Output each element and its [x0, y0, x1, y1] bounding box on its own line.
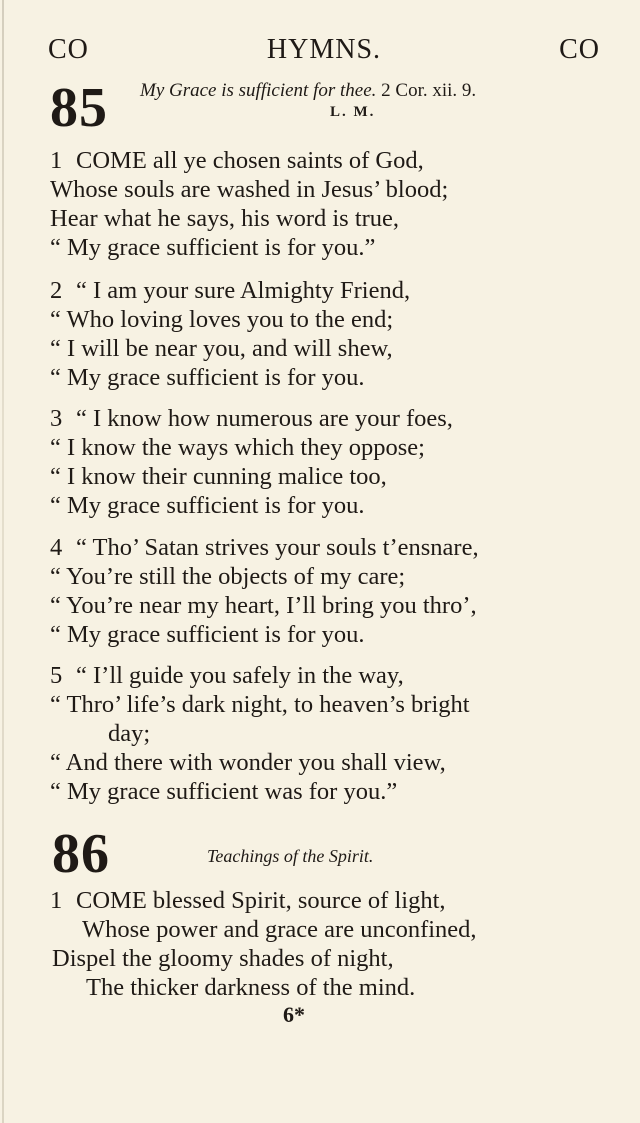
verse-line — [50, 533, 479, 562]
verse-line: Hear what he says, his word is true, — [50, 205, 400, 232]
verse-line: “ I will be near you, and will shew, — [50, 335, 393, 362]
verse-number: 2 — [50, 277, 63, 304]
verse-number: 5 — [50, 662, 63, 689]
line-text: COME blessed Spirit, source of light, — [76, 887, 446, 914]
hymn-meter: L. M. — [330, 104, 376, 120]
verse-number: 4 — [50, 534, 63, 561]
verse-line — [50, 404, 453, 433]
verse-line — [50, 276, 410, 305]
verse-line: “ My grace sufficient is for you. — [50, 364, 365, 391]
verse-line — [50, 886, 446, 915]
verse-line: “ Thro’ life’s dark night, to heaven’s bright — [50, 691, 470, 718]
verse-number: 1 — [50, 887, 63, 914]
hymn-number-85: 85 — [50, 77, 108, 139]
header-left: CO — [48, 34, 89, 65]
verse-number: 3 — [50, 405, 63, 432]
verse-line: Whose souls are washed in Jesus’ blood; — [50, 176, 449, 203]
verse-line — [50, 661, 404, 690]
verse-line: “ You’re near my heart, I’ll bring you thro’, — [50, 592, 477, 619]
scripture-reference: 2 Cor. xii. 9. — [381, 80, 477, 101]
verse-line: “ And there with wonder you shall view, — [50, 749, 446, 776]
running-header — [48, 34, 600, 70]
hymn-number-86: 86 — [52, 823, 110, 885]
verse-line: “ My grace sufficient is for you. — [50, 492, 365, 519]
verse-line: “ My grace sufficient is for you.” — [50, 234, 376, 261]
verse-line: “ My grace sufficient is for you. — [50, 621, 365, 648]
verse-line: “ I know the ways which they oppose; — [50, 434, 425, 461]
verse-line: “ You’re still the objects of my care; — [50, 563, 406, 590]
header-title: HYMNS. — [266, 34, 382, 65]
verse-line — [50, 146, 424, 175]
page-edge — [2, 0, 4, 1123]
signature-mark: 6* — [283, 1002, 305, 1027]
verse-line: Dispel the gloomy shades of night, — [52, 945, 394, 972]
verse-line: Whose power and grace are unconfined, — [82, 916, 477, 943]
line-text: “ I am your sure Almighty Friend, — [76, 277, 411, 304]
verse-line: “ Who loving loves you to the end; — [50, 306, 394, 333]
subtitle-text: My Grace is sufficient for thee. — [140, 80, 377, 101]
verse-line: “ I know their cunning malice too, — [50, 463, 387, 490]
line-text: “ I know how numerous are your foes, — [76, 405, 453, 432]
line-text: “ Tho’ Satan strives your souls t’ensnare, — [76, 534, 479, 561]
verse-line: The thicker darkness of the mind. — [86, 974, 416, 1001]
header-right: CO — [559, 34, 600, 65]
line-text: “ I’ll guide you safely in the way, — [76, 662, 404, 689]
hymn-85-subtitle — [140, 80, 476, 102]
verse-number: 1 — [50, 147, 63, 174]
hymn-86-subtitle: Teachings of the Spirit. — [207, 846, 374, 866]
verse-line: “ My grace sufficient was for you.” — [50, 778, 398, 805]
line-text: COME all ye chosen saints of God, — [76, 147, 424, 174]
verse-line-continuation: day; — [108, 720, 151, 747]
